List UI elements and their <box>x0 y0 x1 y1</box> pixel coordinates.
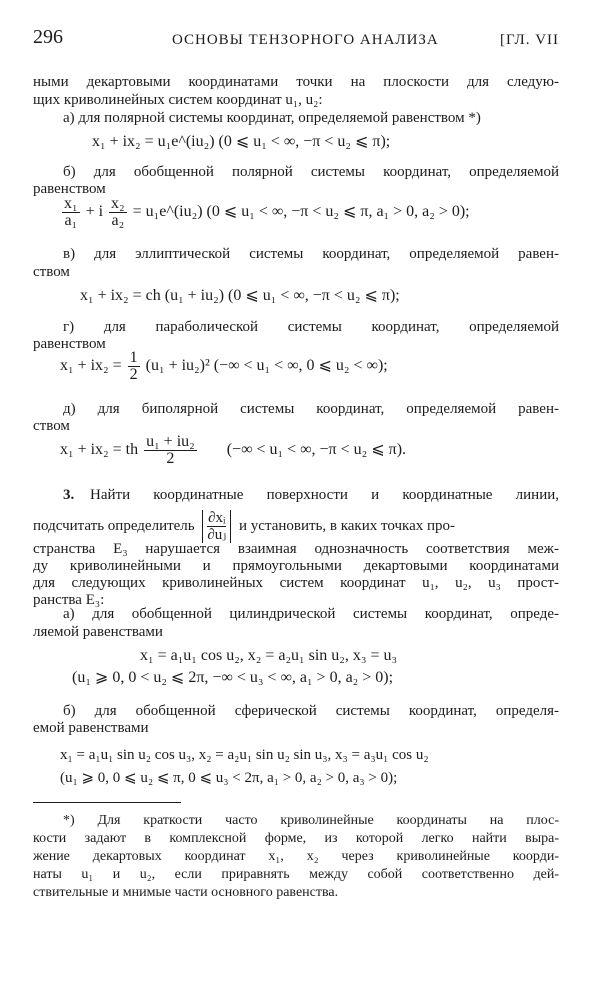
item-3a-text: а) для обобщенной цилиндрической системы координат, опреде- <box>63 606 559 622</box>
footnote-line: наты u₁ и u₂, если приравнять между собой соответственно дей- <box>33 867 559 882</box>
page-number: 296 <box>33 26 63 48</box>
item-d-equation: x₁ + ix₂ = $\frac{1}{2}$ (u₁ + iu₂)² (−∞ < u₁ < ∞, 0 ⩽ u₂ < ∞); <box>60 349 388 383</box>
fraction: $\frac{\text{x₂}}{\text{a₂}}$ <box>111 195 125 229</box>
footnote-line: ствительные и мнимые части основного равенства. <box>33 885 339 900</box>
problem-text: странства E₃ нарушается взаимная однозначность соответствия меж- <box>33 541 559 557</box>
fraction: $\frac{\text{u₁ + iu₂}}{2}$ <box>146 433 195 467</box>
item-b-equation: $\frac{\text{x₁}}{\text{a₁}}$ + i $\frac{\text{x₂}}{\text{a₂}}$ = u₁e^(iu₂) (0 ⩽ u₁ < ∞, −π < u₂ ⩽ π, a₁ > 0, a₂ > 0); <box>64 195 470 229</box>
item-3b-equation: x₁ = a₁u₁ sin u₂ cos u₃, x₂ = a₂u₁ sin u₂ sin u₃, x₃ = a₃u₁ cos u₂ <box>60 747 429 763</box>
running-title: ОСНОВЫ ТЕНЗОРНОГО АНАЛИЗА <box>172 32 439 48</box>
fraction: $\frac{1}{2}$ <box>129 349 138 383</box>
problem-text: подсчитать определитель $\frac{\text{∂xᵢ}}{\text{∂uⱼ}}$ и установить, в каких точках про- <box>33 510 455 543</box>
footnote-line: *) Для краткости часто криволинейные координаты на плос- <box>63 813 559 828</box>
item-d-text: г) для параболической системы координат, определяемой <box>63 319 559 335</box>
item-e-equation: x₁ + ix₂ = th $\frac{\text{u₁ + iu₂}}{2}$ (−∞ < u₁ < ∞, −π < u₂ ⩽ π). <box>60 433 407 467</box>
item-b-text: б) для обобщенной полярной системы координат, определяемой <box>63 164 559 180</box>
item-c-equation: x₁ + ix₂ = ch (u₁ + iu₂) (0 ⩽ u₁ < ∞, −π < u₂ ⩽ π); <box>80 287 400 304</box>
item-c-text: в) для эллиптической системы координат, определяемой равен- <box>63 246 559 262</box>
item-e-text: д) для биполярной системы координат, определяемой равен- <box>63 401 559 417</box>
paragraph-line: щих криволинейных систем координат u₁, u₂: <box>33 92 323 108</box>
paragraph-line: ными декартовыми координатами точки на плоскости для следую- <box>33 74 559 90</box>
problem-text: ранства E₃: <box>33 592 105 608</box>
item-3b-conditions: (u₁ ⩾ 0, 0 ⩽ u₂ ⩽ π, 0 ⩽ u₃ < 2π, a₁ > 0, a₂ > 0, a₃ > 0); <box>60 770 398 786</box>
item-a-text: а) для полярной системы координат, определяемой равенством *) <box>63 110 481 126</box>
item-a-equation: x₁ + ix₂ = u₁e^(iu₂) (0 ⩽ u₁ < ∞, −π < u₂ ⩽ π); <box>92 133 391 150</box>
item-3a-text-cont: ляемой равенствами <box>33 624 163 640</box>
footnote-line: жение декартовых координат x₁, x₂ через криволинейные коорди- <box>33 849 559 864</box>
problem-text: для следующих криволинейных систем координат u₁, u₂, u₃ прост- <box>33 575 559 591</box>
item-3a-equation: x₁ = a₁u₁ cos u₂, x₂ = a₂u₁ sin u₂, x₃ = u₃ <box>140 647 398 664</box>
chapter-label: [ГЛ. VII <box>500 32 560 48</box>
fraction: $\frac{\text{x₁}}{\text{a₁}}$ <box>64 195 78 229</box>
item-3b-text: б) для обобщенной сферической системы координат, определя- <box>63 703 559 719</box>
item-d-text-cont: равенством <box>33 336 106 352</box>
item-c-text-cont: ством <box>33 264 70 280</box>
jacobian-determinant: $\frac{\text{∂xᵢ}}{\text{∂uⱼ}}$ <box>202 510 231 543</box>
footnote-rule <box>33 802 181 803</box>
item-3b-text-cont: емой равенствами <box>33 720 149 736</box>
problem-number: 3. <box>63 487 75 503</box>
problem-text: ду криволинейными и прямоугольными декартовыми координатами <box>33 558 559 574</box>
footnote-line: кости задают в комплексной форме, из которой легко найти выра- <box>33 831 559 846</box>
item-e-text-cont: ством <box>33 418 70 434</box>
item-b-text-cont: равенством <box>33 181 106 197</box>
item-3a-conditions: (u₁ ⩾ 0, 0 < u₂ ⩽ 2π, −∞ < u₃ < ∞, a₁ > 0, a₂ > 0); <box>72 669 394 686</box>
problem-text: Найти координатные поверхности и координатные линии, <box>90 487 559 503</box>
